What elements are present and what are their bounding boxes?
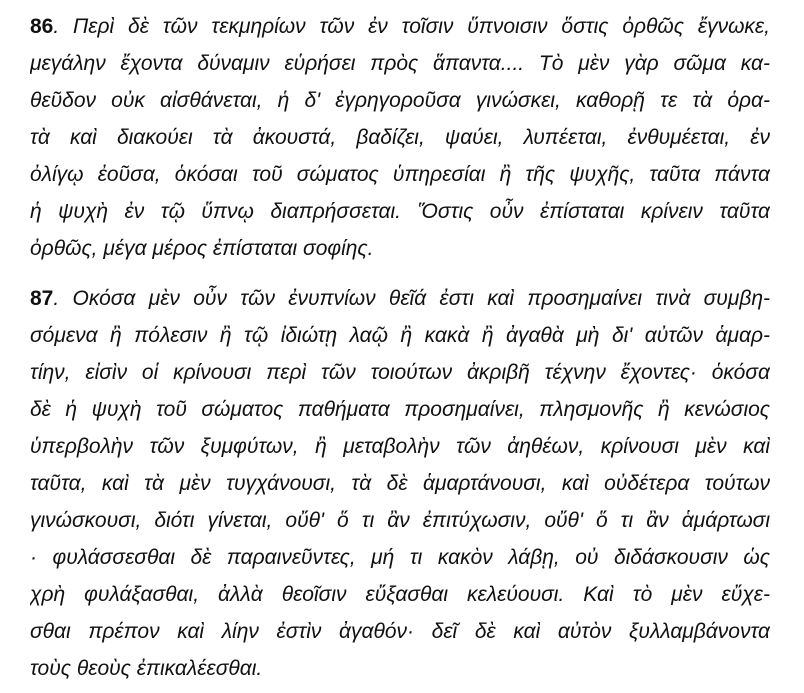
text-line: τὰ καὶ διακούει τὰ ἀκουστά, βαδίζει, ψαύει, λυπέεται, ἐνθυμέεται, ἐν <box>30 126 770 149</box>
text-line: ὀρθῶς, μέγα μέρος ἐπίσταται σοφίης. <box>30 237 374 260</box>
text-line: σόμενα ἢ πόλεσιν ἢ τῷ ἰδιώτῃ λαῷ ἢ κακὰ ἢ ἀγαθὰ μὴ δι' αὐτῶν ἁμαρ- <box>30 324 770 347</box>
text-line: ἡ ψυχὴ ἐν τῷ ὕπνῳ διαπρήσσεται. Ὅστις οὖν ἐπίσταται κρίνειν ταῦτα <box>30 200 770 223</box>
text-line: ὀλίγῳ ἐοῦσα, ὁκόσαι τοῦ σώματος ὑπηρεσίαι ἢ τῆς ψυχῆς, ταῦτα πάντα <box>30 163 770 186</box>
text-line: ὑπερβολὴν τῶν ξυμφύτων, ἢ μεταβολὴν τῶν ἀηθέων, κρίνουσι μὲν καὶ <box>30 435 770 458</box>
paragraph-86 <box>30 8 784 267</box>
text-line: τοὺς θεοὺς ἐπικαλέεσθαι. <box>30 657 263 680</box>
text-line: τίην, εἰσὶν οἱ κρίνουσι περὶ τῶν τοιούτων ἀκριβῆ τέχνην ἔχοντες· ὁκόσα <box>30 361 770 384</box>
text-line: γινώσκουσι, διότι γίνεται, οὔθ' ὅ τι ἂν ἐπιτύχωσιν, οὔθ' ὅ τι ἂν ἁμάρτωσι <box>30 509 770 532</box>
paragraph-number: 87 <box>30 287 54 310</box>
paragraph-87 <box>30 280 784 687</box>
text-line: θεῦδον οὐκ αἰσθάνεται, ἡ δ' ἐγρηγοροῦσα γινώσκει, καθορῇ τε τὰ ὁρα- <box>30 89 770 112</box>
text-line: χρὴ φυλάξασθαι, ἀλλὰ θεοῖσιν εὔξασθαι κελεύουσι. Καὶ τὸ μὲν εὔχε- <box>30 583 770 606</box>
paragraph-number: 86 <box>30 15 54 38</box>
text-line: μεγάλην ἔχοντα δύναμιν εὑρήσει πρὸς ἅπαντα.... Τὸ μὲν γὰρ σῶμα κα- <box>30 52 770 75</box>
line-text: . Οκόσα μὲν οὖν τῶν ἐνυπνίων θεῖά ἐστι καὶ προσημαίνει τινὰ συμβη- <box>53 287 770 310</box>
line-text: . Περὶ δὲ τῶν τεκμηρίων τῶν ἐν τοῖσιν ὕπνοισιν ὅστις ὀρθῶς ἔγνωκε, <box>53 15 770 38</box>
text-line: δὲ ἡ ψυχὴ τοῦ σώματος παθήματα προσημαίνει, πλησμονῆς ἢ κενώσιος <box>30 398 770 421</box>
text-line: σθαι πρέπον καὶ λίην ἐστὶν ἀγαθόν· δεῖ δὲ καὶ αὐτὸν ξυλλαμβάνοντα <box>30 620 770 643</box>
text-line <box>30 280 770 317</box>
text-line: ταῦτα, καὶ τὰ μὲν τυγχάνουσι, τὰ δὲ ἁμαρτάνουσι, καὶ οὐδέτερα τούτων <box>30 472 770 495</box>
text-line <box>30 8 770 45</box>
text-line: · φυλάσσεσθαι δὲ παραινεῦντες, μή τι κακὸν λάβῃ, οὐ διδάσκουσιν ὡς <box>30 546 770 569</box>
